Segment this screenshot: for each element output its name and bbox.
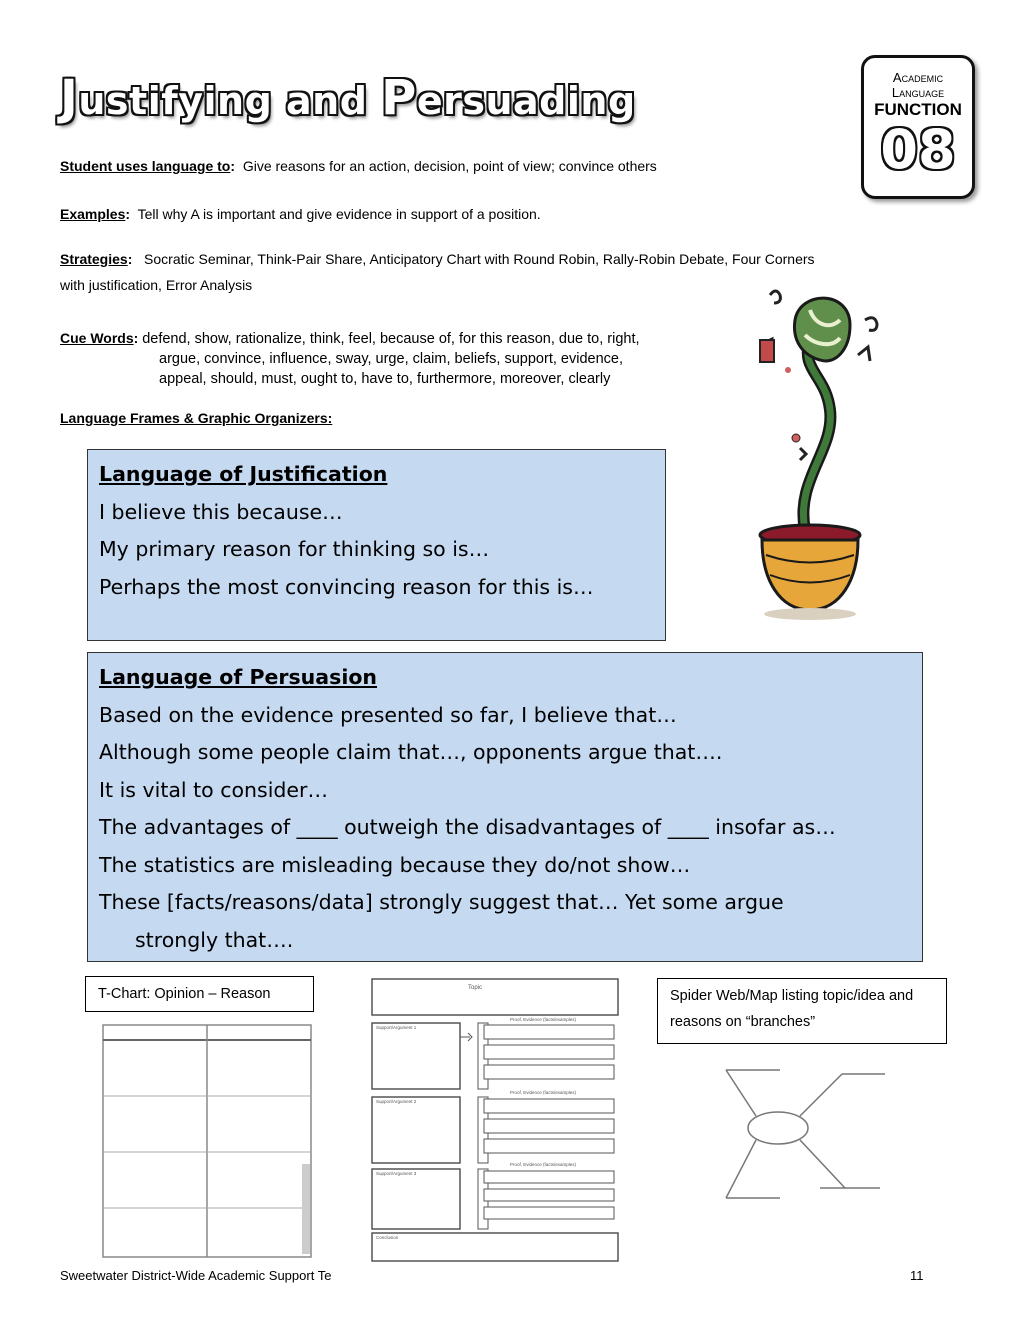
cue-words-line-1: defend, show, rationalize, think, feel, because of, for this reason, due to, right, — [142, 331, 640, 347]
title-cap-p: P — [381, 70, 417, 126]
plant-head — [794, 298, 850, 361]
org-conclusion-label: Conclusion — [376, 1235, 399, 1240]
pot-shadow — [764, 608, 856, 620]
footer-left: Sweetwater District-Wide Academic Support Te — [60, 1268, 332, 1283]
title-part-1: ustifying and — [78, 79, 382, 123]
persuasion-frame — [87, 652, 923, 962]
note-2 — [858, 347, 870, 361]
persuasion-line-1: Based on the evidence presented so far, I believe that… — [99, 702, 677, 727]
strategies-text-2: with justification, Error Analysis — [60, 277, 253, 293]
tchart-label: T-Chart: Opinion – Reason — [98, 986, 271, 1002]
chevron-mark — [800, 448, 806, 460]
spider-branch-1 — [800, 1074, 842, 1116]
persuasion-line-5: The statistics are misleading because they do/not show… — [99, 852, 691, 877]
org-ev-1-1 — [484, 1025, 614, 1039]
org-ev-3-3 — [484, 1207, 614, 1219]
cue-words-label: Cue Words — [60, 330, 134, 346]
examples-text: Tell why A is important and give evidence in support of a position. — [137, 206, 541, 222]
examples-line: Examples: Tell why A is important and give evidence in support of a position. — [60, 206, 541, 222]
student-uses-label: Student uses language to — [60, 158, 231, 174]
cue-words-line-2: argue, convince, influence, sway, urge, claim, beliefs, support, evidence, — [159, 351, 623, 367]
persuasion-line-2: Although some people claim that…, opponents argue that…. — [99, 740, 723, 764]
strategies-label: Strategies — [60, 251, 128, 267]
strategies-block: Strategies: Socratic Seminar, Think-Pair Share, Anticipatory Chart with Round Robin, Rally-Robin Debate, Four Corners with justification, Error Analysis — [60, 251, 815, 293]
org-evidence-label-1: Proof, Evidence (facts/examples) — [510, 1017, 577, 1022]
tchart-edge-mark — [302, 1164, 310, 1254]
org-support-label-2: Support/Argument 2 — [376, 1099, 417, 1104]
org-evidence-label-2: Proof, Evidence (facts/examples) — [510, 1090, 577, 1095]
persuasion-heading: Language of Persuasion — [99, 665, 378, 689]
badge-academic: Academic — [892, 70, 944, 85]
org-group-3 — [372, 1162, 614, 1229]
spider-label-box — [657, 978, 947, 1044]
badge-function: FUNCTION — [874, 100, 962, 119]
org-topic-label: Topic — [468, 985, 483, 991]
org-support-label-1: Support/Argument 1 — [376, 1025, 417, 1030]
org-ev-3-1 — [484, 1171, 614, 1183]
persuasion-line-4: The advantages of ____ outweigh the disadvantages of ____ insofar as… — [99, 815, 836, 839]
cue-words-block: Cue Words: defend, show, rationalize, think, feel, because of, for this reason, due to, right, argue, convince, influence, sway, urge, claim, beliefs, support, evidence, appeal, should, must, ought to, have to, furthermore, moreover, clearly — [60, 330, 640, 387]
spider-web-graphic — [720, 1058, 890, 1203]
justification-frame — [87, 449, 666, 641]
org-ev-1-2 — [484, 1045, 614, 1059]
org-support-label-3: Support/Argument 3 — [376, 1171, 417, 1176]
spider-branch-4 — [726, 1140, 756, 1198]
spider-label: Spider Web/Map listing topic/idea and reasons on “branches” — [670, 988, 914, 1030]
org-group-2 — [372, 1090, 614, 1163]
org-ev-2-3 — [484, 1139, 614, 1153]
org-support-box-1 — [372, 1023, 460, 1089]
org-support-box-3 — [372, 1169, 460, 1229]
justification-line-3: Perhaps the most convincing reason for this is… — [99, 574, 594, 599]
function-badge — [861, 55, 975, 199]
student-uses-text: Give reasons for an action, decision, point of view; convince others — [242, 158, 657, 174]
swirl-1 — [770, 291, 780, 303]
org-evidence-label-3: Proof, Evidence (facts/examples) — [510, 1162, 577, 1167]
student-uses-line: Student uses language to: Give reasons for an action, decision, point of view; convince others — [60, 158, 657, 174]
spider-branch-2 — [726, 1070, 756, 1116]
org-arrow-1 — [460, 1033, 472, 1041]
justification-line-1: I believe this because… — [99, 499, 343, 524]
dot-2 — [792, 434, 800, 442]
org-topic-box — [372, 979, 618, 1015]
spider-branch-3 — [800, 1140, 845, 1188]
badge-language: Language — [891, 85, 945, 100]
justification-line-2: My primary reason for thinking so is… — [99, 537, 490, 561]
org-group-1 — [372, 1017, 614, 1089]
organizer-graphic — [368, 975, 638, 1265]
org-ev-1-3 — [484, 1065, 614, 1079]
tchart-graphic — [102, 1024, 314, 1260]
swirl-2 — [865, 318, 877, 331]
cue-words-line-3: appeal, should, must, ought to, have to, furthermore, moreover, clearly — [159, 371, 611, 387]
title-part-2: ersuading — [416, 79, 636, 123]
org-ev-3-2 — [484, 1189, 614, 1201]
examples-label: Examples — [60, 206, 126, 222]
plant-clipart — [740, 280, 920, 630]
org-ev-2-2 — [484, 1119, 614, 1133]
persuasion-line-3: It is vital to consider… — [99, 777, 328, 802]
org-ev-2-1 — [484, 1099, 614, 1113]
persuasion-line-7: strongly that…. — [135, 927, 294, 952]
tchart-label-box — [85, 976, 314, 1012]
page-title — [60, 70, 636, 126]
pot-body — [762, 540, 858, 610]
title-cap-j: J — [60, 70, 79, 126]
dot-1 — [785, 367, 791, 373]
justification-heading: Language of Justification — [99, 462, 388, 486]
persuasion-line-6: These [facts/reasons/data] strongly suggest that… Yet some argue — [99, 890, 784, 914]
note-box — [760, 340, 774, 362]
frames-heading: Language Frames & Graphic Organizers: — [60, 410, 333, 426]
footer-page-number: 11 — [910, 1268, 924, 1283]
spider-center — [748, 1112, 808, 1144]
strategies-text: Socratic Seminar, Think-Pair Share, Anticipatory Chart with Round Robin, Rally-Robin Debate, Four Corners — [144, 251, 815, 267]
org-support-box-2 — [372, 1097, 460, 1163]
org-conclusion-box — [372, 1233, 618, 1261]
badge-number: 08 — [880, 118, 956, 181]
